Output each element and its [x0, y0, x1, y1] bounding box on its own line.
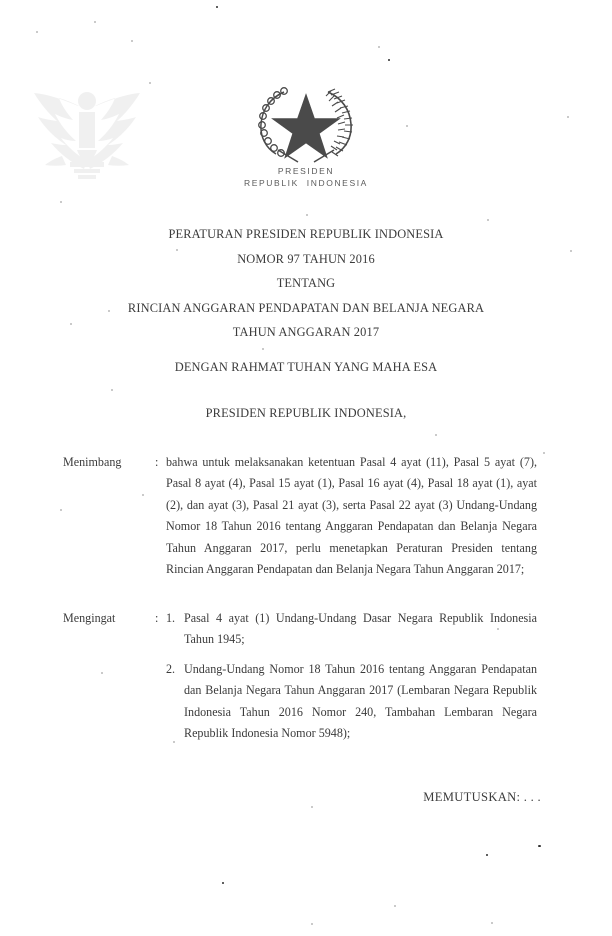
scan-speck	[388, 59, 390, 61]
list-item-text: Undang-Undang Nomor 18 Tahun 2016 tentang Anggaran Pendapatan dan Belanja Negara Tahun Anggaran 2017 (Lembaran Negara Republik Indonesia Tahun 2016 Nomor 240, Tambahan Lembaran Negara Republik Indonesia Nomor 5948);	[184, 661, 537, 741]
scan-speck	[311, 923, 313, 925]
scan-speck	[36, 31, 38, 33]
title-line-subject: RINCIAN ANGGARAN PENDAPATAN DAN BELANJA NEGARA	[127, 300, 485, 315]
menimbang-colon: :	[155, 455, 159, 469]
scan-speck	[491, 922, 493, 924]
mengingat-label: Mengingat	[63, 611, 116, 625]
list-item-marker: 1.	[166, 611, 176, 625]
mengingat-clause	[63, 608, 537, 744]
mengingat-list	[166, 608, 537, 744]
scan-speck	[216, 6, 218, 8]
scan-speck	[94, 21, 96, 23]
memutuskan-line: MEMUTUSKAN: . . .	[423, 790, 541, 804]
scan-speck	[378, 46, 380, 48]
scan-speck	[487, 219, 489, 221]
scan-speck	[543, 452, 545, 454]
list-item-text: Pasal 4 ayat (1) Undang-Undang Dasar Negara Republik Indonesia Tahun 1945;	[184, 611, 537, 647]
scan-speck	[111, 389, 113, 391]
scan-speck	[486, 854, 488, 856]
scan-speck	[131, 40, 133, 42]
menimbang-paragraph: bahwa untuk melaksanakan ketentuan Pasal 4 ayat (11), Pasal 5 ayat (7), Pasal 8 ayat (4), Pasal 15 ayat (1), Pasal 16 ayat (4), Pasal 18 ayat (1), ayat (2), dan ayat (3), Pasal 21 ayat (3), serta Pasal 22 ayat (3) Undang-Undang Nomor 18 Tahun 2016 tentang Anggaran Pendapatan dan Belanja Negara Tahun Anggaran 2017, perlu menetapkan Peraturan Presiden tentang Rincian Anggaran Pendapatan dan Belanja Negara Tahun Anggaran 2017;	[166, 455, 537, 577]
scan-speck	[311, 806, 313, 808]
menimbang-label: Menimbang	[63, 455, 122, 469]
menimbang-body	[166, 452, 537, 580]
list-item	[166, 608, 537, 651]
enactment-line: DENGAN RAHMAT TUHAN YANG MAHA ESA	[174, 360, 438, 374]
scan-speck	[394, 905, 396, 907]
emblem-caption-line-1: PRESIDEN	[277, 166, 335, 176]
document-title-block	[0, 222, 612, 345]
mengingat-colon: :	[155, 611, 159, 625]
title-line-fiscal-year: TAHUN ANGGARAN 2017	[232, 325, 380, 339]
title-line-regulation-type: PERATURAN PRESIDEN REPUBLIK INDONESIA	[168, 227, 444, 241]
scan-speck	[306, 214, 308, 216]
menimbang-clause	[63, 452, 537, 580]
authority-line: PRESIDEN REPUBLIK INDONESIA,	[205, 406, 407, 420]
scan-speck	[435, 434, 437, 436]
scan-speck	[60, 509, 62, 511]
list-item-marker: 2.	[166, 661, 176, 676]
emblem-caption	[0, 165, 612, 189]
scan-speck	[60, 201, 62, 203]
emblem-caption-line-2: REPUBLIK INDONESIA	[244, 178, 368, 188]
presidential-emblem-icon	[0, 80, 612, 164]
title-line-number: NOMOR 97 TAHUN 2016	[237, 251, 375, 266]
title-line-tentang: TENTANG	[276, 276, 336, 290]
mengingat-body	[166, 608, 537, 744]
list-item	[166, 659, 537, 745]
scan-speck	[222, 882, 224, 884]
scan-speck	[262, 348, 264, 350]
scan-speck	[538, 845, 541, 847]
